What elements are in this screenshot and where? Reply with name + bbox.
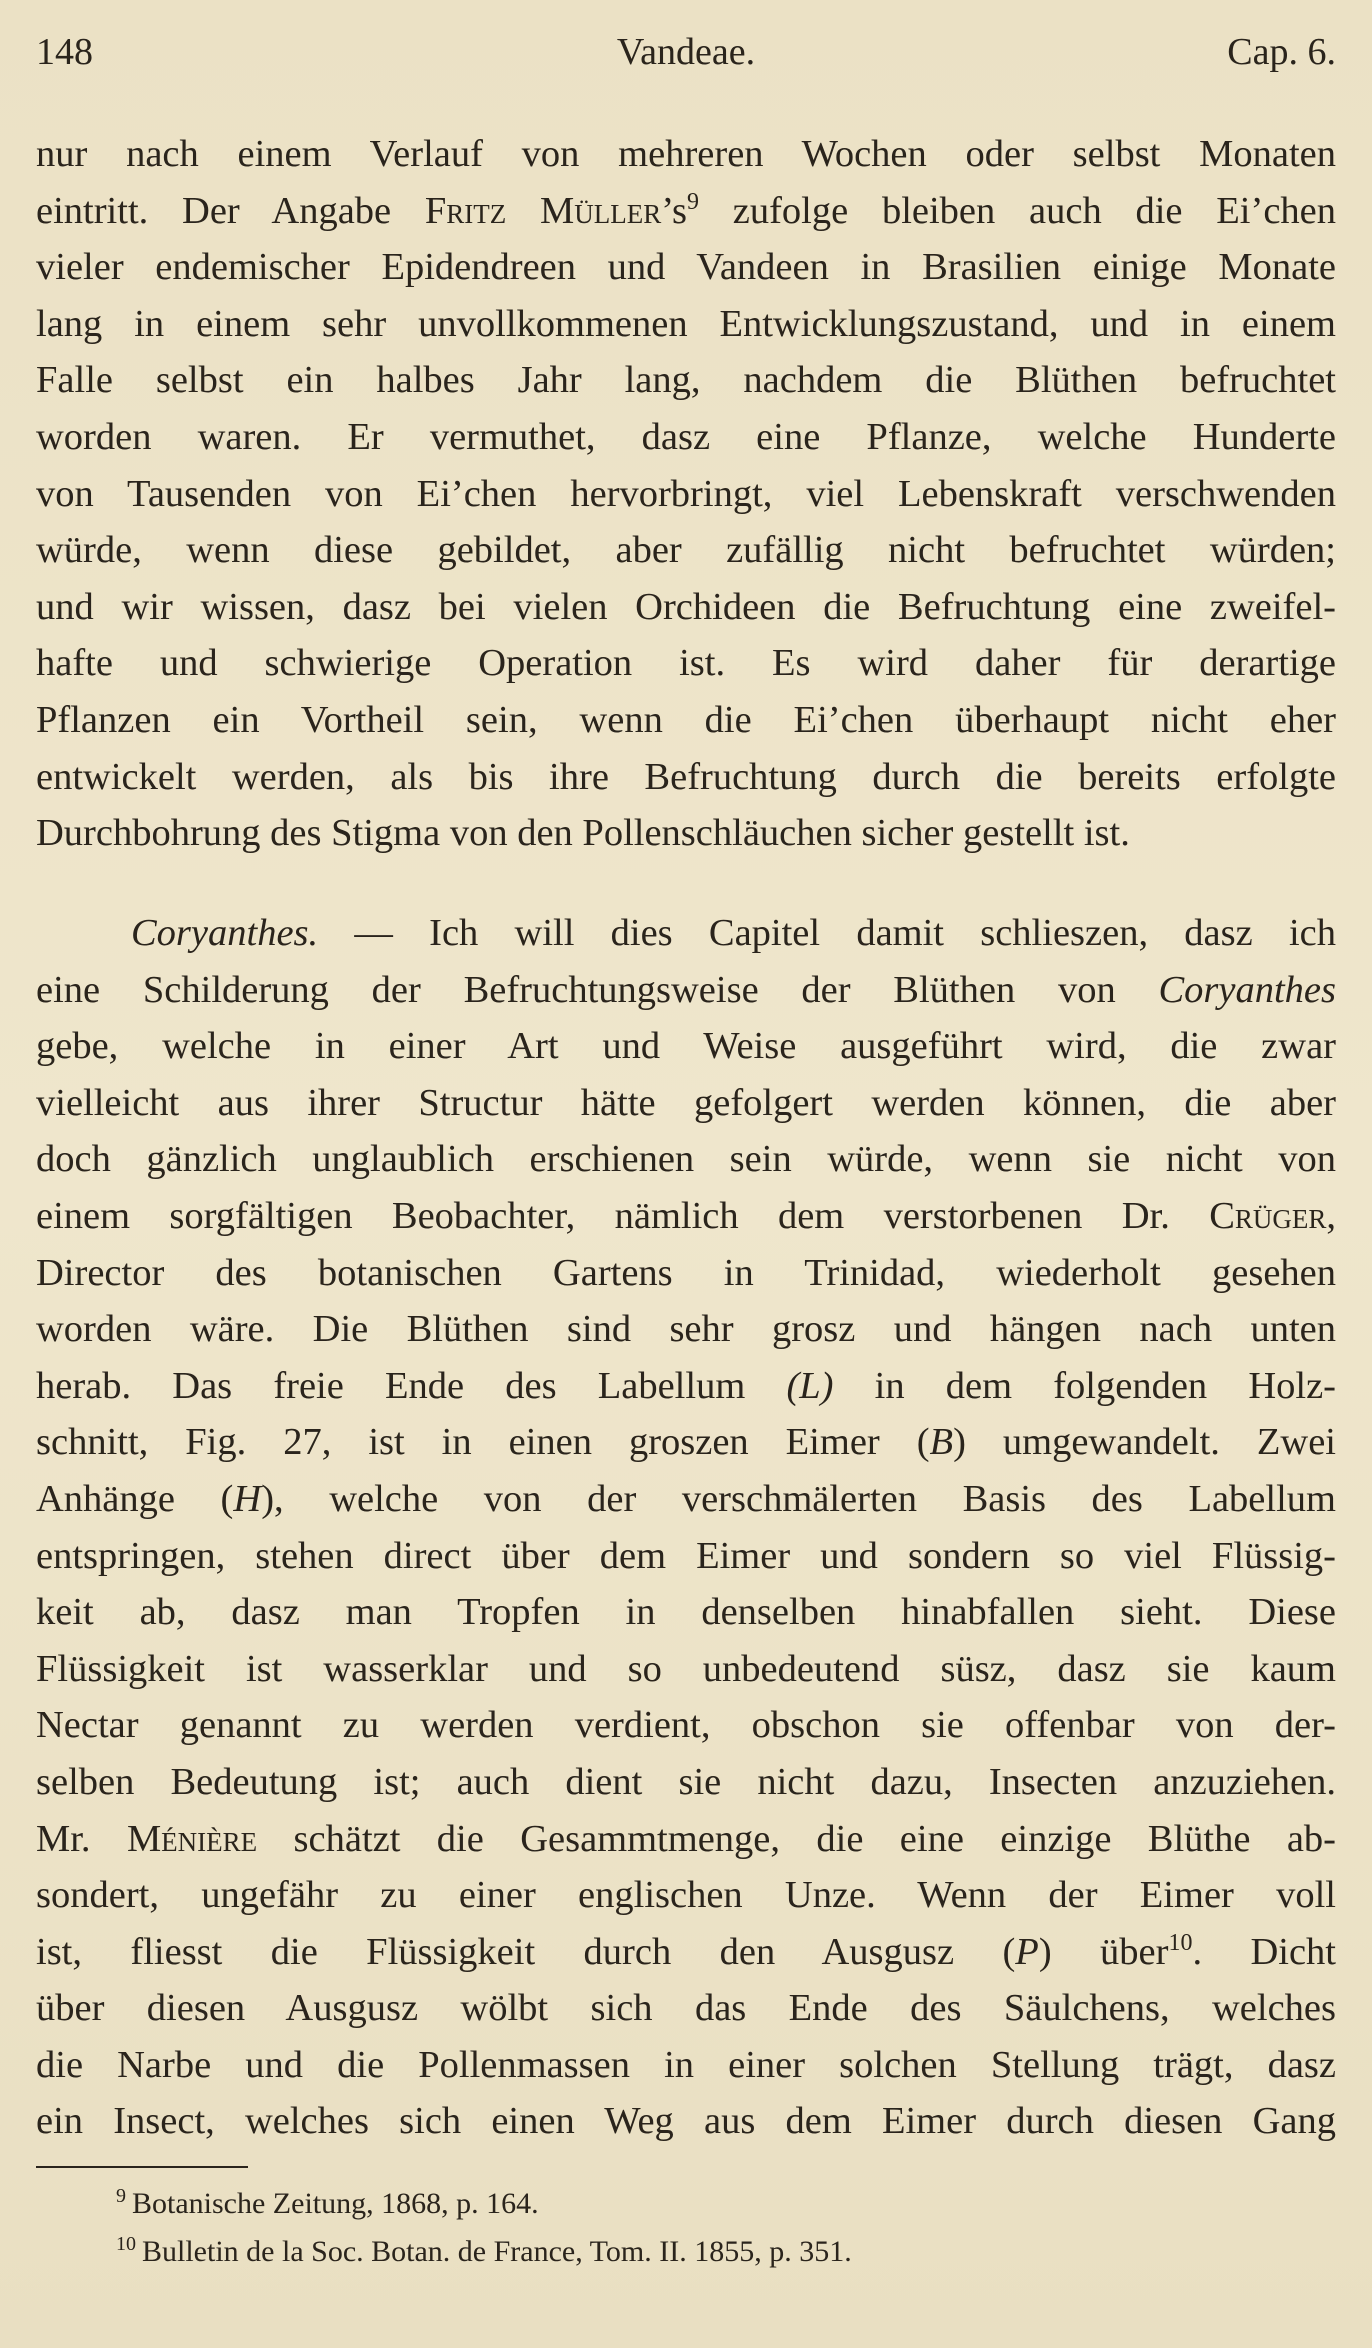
page-number: 148 <box>36 31 93 73</box>
footnote-mark: 10 <box>116 2233 136 2255</box>
footnote <box>36 2228 1336 2276</box>
text-line: sondert, ungefähr zu einer englischen Unze. Wenn der Eimer voll <box>36 1874 1336 1917</box>
running-head <box>36 24 1336 80</box>
footnote-text: Botanische Zeitung, 1868, p. 164. <box>132 2187 539 2220</box>
text-line: Mr. Ménière schätzt die Gesammtmenge, die eine einzige Blüthe ab- <box>36 1817 1336 1860</box>
footnotes <box>36 2180 1336 2276</box>
text-line: von Tausenden von Ei’chen hervorbringt, viel Lebenskraft verschwenden <box>36 472 1336 515</box>
text-line: eine Schilderung der Befruchtungsweise der Blüthen von Coryanthes <box>36 968 1336 1011</box>
text-line: eintritt. Der Angabe Fritz $Müller’s^9$ zufolge bleiben auch die Ei’chen <box>36 188 1336 232</box>
text-line: schnitt, Fig. 27, ist in einen groszen Eimer (B) umgewandelt. Zwei <box>36 1421 1336 1464</box>
text-line: lang in einem sehr unvollkommenen Entwicklungszustand, und in einem <box>36 302 1336 345</box>
text-line: Nectar genannt zu werden verdient, obschon sie offenbar von der- <box>36 1704 1336 1747</box>
footnote-text: Bulletin de la Soc. Botan. de France, Tom. II. 1855, p. 351. <box>142 2235 852 2268</box>
text-line: gebe, welche in einer Art und Weise ausgeführt wird, die zwar <box>36 1025 1336 1068</box>
text-line: doch gänzlich unglaublich erschienen sein würde, wenn sie nicht von <box>36 1138 1336 1181</box>
footnote-ref: 9 <box>686 188 699 215</box>
text-line: worden waren. Er vermuthet, dasz eine Pflanze, welche Hunderte <box>36 415 1336 458</box>
text-line: nur nach einem Verlauf von mehreren Wochen oder selbst Monaten <box>36 133 1336 175</box>
author-name: Crüger <box>1209 1194 1327 1237</box>
text-line: Coryanthes. — Ich will dies Capitel damit schlieszen, dasz ich <box>131 912 1336 954</box>
footnote-mark: 9 <box>116 2185 126 2207</box>
text-line: die Narbe und die Pollenmassen in einer solchen Stellung trägt, dasz <box>36 2043 1336 2086</box>
text-line: selben Bedeutung ist; auch dient sie nicht dazu, Insecten anzuziehen. <box>36 1760 1336 1803</box>
text-line: Durchbohrung des Stigma von den Pollenschläuchen sicher gestellt ist. <box>36 812 1130 855</box>
genus-name: Coryanthes <box>1158 968 1336 1011</box>
text-line: Anhänge (H), welche von der verschmälerten Basis des Labellum <box>36 1477 1336 1520</box>
text-line: Pflanzen ein Vortheil sein, wenn die Ei’chen überhaupt nicht eher <box>36 698 1336 741</box>
footnote-ref: 10 <box>1168 1929 1193 1956</box>
running-title: Vandeae. <box>616 31 756 73</box>
figure-letter: B <box>929 1421 954 1464</box>
text-line: einem sorgfältigen Beobachter, nämlich dem verstorbenen Dr. Crüger, <box>36 1194 1336 1237</box>
paragraph-1 <box>36 126 1336 862</box>
text-line: vielleicht aus ihrer Structur hätte gefolgert werden können, die aber <box>36 1081 1336 1124</box>
figure-letter: H <box>233 1477 262 1520</box>
text-line: herab. Das freie Ende des Labellum (L) in dem folgenden Holz- <box>36 1364 1336 1407</box>
figure-letter: (L) <box>786 1364 834 1407</box>
text-line: ein Insect, welches sich einen Weg aus dem Eimer durch diesen Gang <box>36 2100 1336 2143</box>
footnote <box>36 2180 1336 2228</box>
text-line: keit ab, dasz man Tropfen in denselben hinabfallen sieht. Diese <box>36 1591 1336 1634</box>
text-line: Director des botanischen Gartens in Trinidad, wiederholt gesehen <box>36 1251 1336 1294</box>
text-line: über diesen Ausgusz wölbt sich das Ende des Säulchens, welches <box>36 1987 1336 2030</box>
section-heading: Coryanthes. <box>131 912 319 954</box>
text-line: und wir wissen, dasz bei vielen Orchideen die Befruchtung eine zweifel- <box>36 585 1336 628</box>
text-line: worden wäre. Die Blüthen sind sehr grosz und hängen nach unten <box>36 1308 1336 1351</box>
text-line: entspringen, stehen direct über dem Eimer und sondern so viel Flüssig- <box>36 1534 1336 1577</box>
text-line: vieler endemischer Epidendreen und Vandeen in Brasilien einige Monate <box>36 246 1336 289</box>
text-line: entwickelt werden, als bis ihre Befruchtung durch die bereits erfolgte <box>36 755 1336 798</box>
figure-letter: P <box>1015 1930 1039 1973</box>
chapter-label: Cap. 6. <box>1227 31 1336 73</box>
text-line: würde, wenn diese gebildet, aber zufällig nicht befruchtet würden; <box>36 529 1336 572</box>
text-line: Falle selbst ein halbes Jahr lang, nachdem die Blüthen befruchtet <box>36 359 1336 402</box>
footnote-divider <box>36 2166 248 2168</box>
author-name: Ménière <box>126 1817 258 1860</box>
text-line: hafte und schwierige Operation ist. Es wird daher für derartige <box>36 642 1336 685</box>
paragraph-2 <box>36 905 1336 2150</box>
text-line: ist, fliesst die Flüssigkeit durch den Ausgusz (P) über$^{10}$. Dicht <box>36 1929 1336 1973</box>
text-line: Flüssigkeit ist wasserklar und so unbedeutend süsz, dasz sie kaum <box>36 1647 1336 1690</box>
author-name: Fritz Müller <box>424 189 662 232</box>
